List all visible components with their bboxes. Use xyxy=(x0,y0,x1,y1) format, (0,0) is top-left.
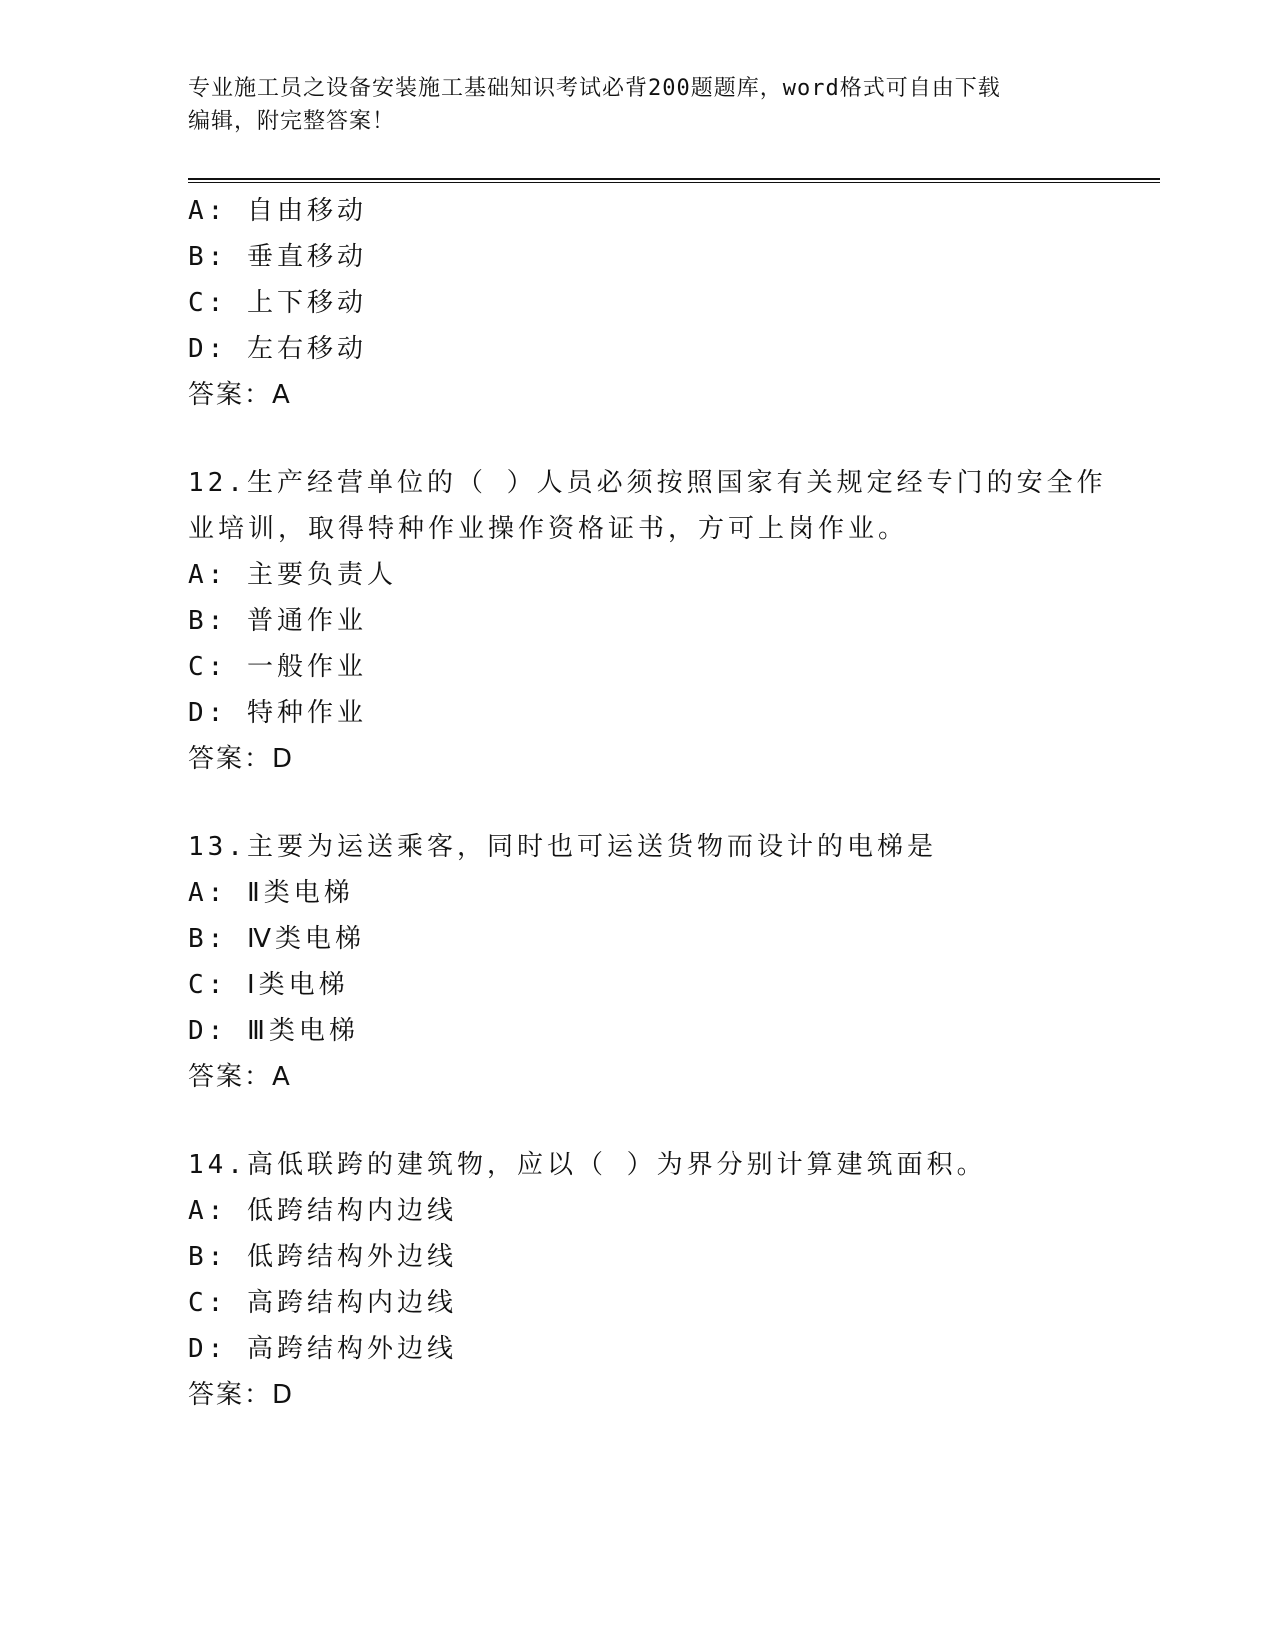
option-label: B: xyxy=(188,242,228,272)
question-11 xyxy=(188,188,1088,418)
question-14 xyxy=(188,1142,1088,1418)
option-label: C: xyxy=(188,652,228,682)
option-b xyxy=(188,234,1088,280)
option-c xyxy=(188,1280,1088,1326)
option-b xyxy=(188,916,1088,962)
option-text: 低跨结构外边线 xyxy=(246,1242,457,1272)
option-a xyxy=(188,552,1088,598)
option-text: 垂直移动 xyxy=(246,242,367,272)
option-c xyxy=(188,962,1088,1008)
option-label: A: xyxy=(188,196,228,226)
header-title-line-1: 专业施工员之设备安装施工基础知识考试必背200题题库，word格式可自由下载 xyxy=(188,76,1001,101)
option-label: D: xyxy=(188,1016,228,1046)
option-text: 高跨结构外边线 xyxy=(246,1334,457,1364)
option-c xyxy=(188,280,1088,326)
option-label: C: xyxy=(188,970,228,1000)
option-label: D: xyxy=(188,334,228,364)
answer-line: 答案：A xyxy=(188,1062,292,1092)
option-text: 左右移动 xyxy=(246,334,367,364)
option-label: C: xyxy=(188,1288,228,1318)
answer-line: 答案：D xyxy=(188,1380,295,1410)
question-stem-line-2: 业培训，取得特种作业操作资格证书，方可上岗作业。 xyxy=(188,514,909,544)
option-text: 低跨结构内边线 xyxy=(246,1196,457,1226)
header-title-line-2: 编辑，附完整答案！ xyxy=(188,109,396,134)
option-d xyxy=(188,690,1088,736)
answer-line: 答案：A xyxy=(188,380,292,410)
option-label: B: xyxy=(188,924,228,954)
question-stem-line-1: 14.高低联跨的建筑物，应以（ ）为界分别计算建筑面积。 xyxy=(188,1150,987,1180)
option-label: C: xyxy=(188,288,228,318)
option-text: 特种作业 xyxy=(246,698,367,728)
question-stem-line-1: 12.生产经营单位的（ ）人员必须按照国家有关规定经专门的安全作 xyxy=(188,468,1107,498)
option-text: Ⅲ类电梯 xyxy=(246,1016,359,1046)
option-text: 普通作业 xyxy=(246,606,367,636)
option-label: A: xyxy=(188,560,228,590)
option-c xyxy=(188,644,1088,690)
option-text: Ⅰ类电梯 xyxy=(246,970,349,1000)
option-text: Ⅳ类电梯 xyxy=(246,924,365,954)
option-b xyxy=(188,1234,1088,1280)
option-text: 上下移动 xyxy=(246,288,367,318)
question-list xyxy=(188,188,1107,1418)
option-d xyxy=(188,1326,1088,1372)
option-text: Ⅱ类电梯 xyxy=(246,878,354,908)
option-text: 一般作业 xyxy=(246,652,367,682)
option-label: B: xyxy=(188,606,228,636)
option-d xyxy=(188,326,1088,372)
question-stem-line-1: 13.主要为运送乘客，同时也可运送货物而设计的电梯是 xyxy=(188,832,937,862)
option-a xyxy=(188,188,1088,234)
option-b xyxy=(188,598,1088,644)
page-header xyxy=(188,72,1088,138)
answer-line: 答案：D xyxy=(188,744,295,774)
option-text: 高跨结构内边线 xyxy=(246,1288,457,1318)
option-d xyxy=(188,1008,1088,1054)
question-12 xyxy=(188,460,1107,782)
header-divider xyxy=(188,178,1160,183)
option-label: B: xyxy=(188,1242,228,1272)
option-a xyxy=(188,870,1088,916)
option-label: A: xyxy=(188,878,228,908)
option-label: D: xyxy=(188,698,228,728)
option-a xyxy=(188,1188,1088,1234)
option-text: 主要负责人 xyxy=(246,560,397,590)
option-label: D: xyxy=(188,1334,228,1364)
option-text: 自由移动 xyxy=(246,196,367,226)
option-label: A: xyxy=(188,1196,228,1226)
question-13 xyxy=(188,824,1088,1100)
